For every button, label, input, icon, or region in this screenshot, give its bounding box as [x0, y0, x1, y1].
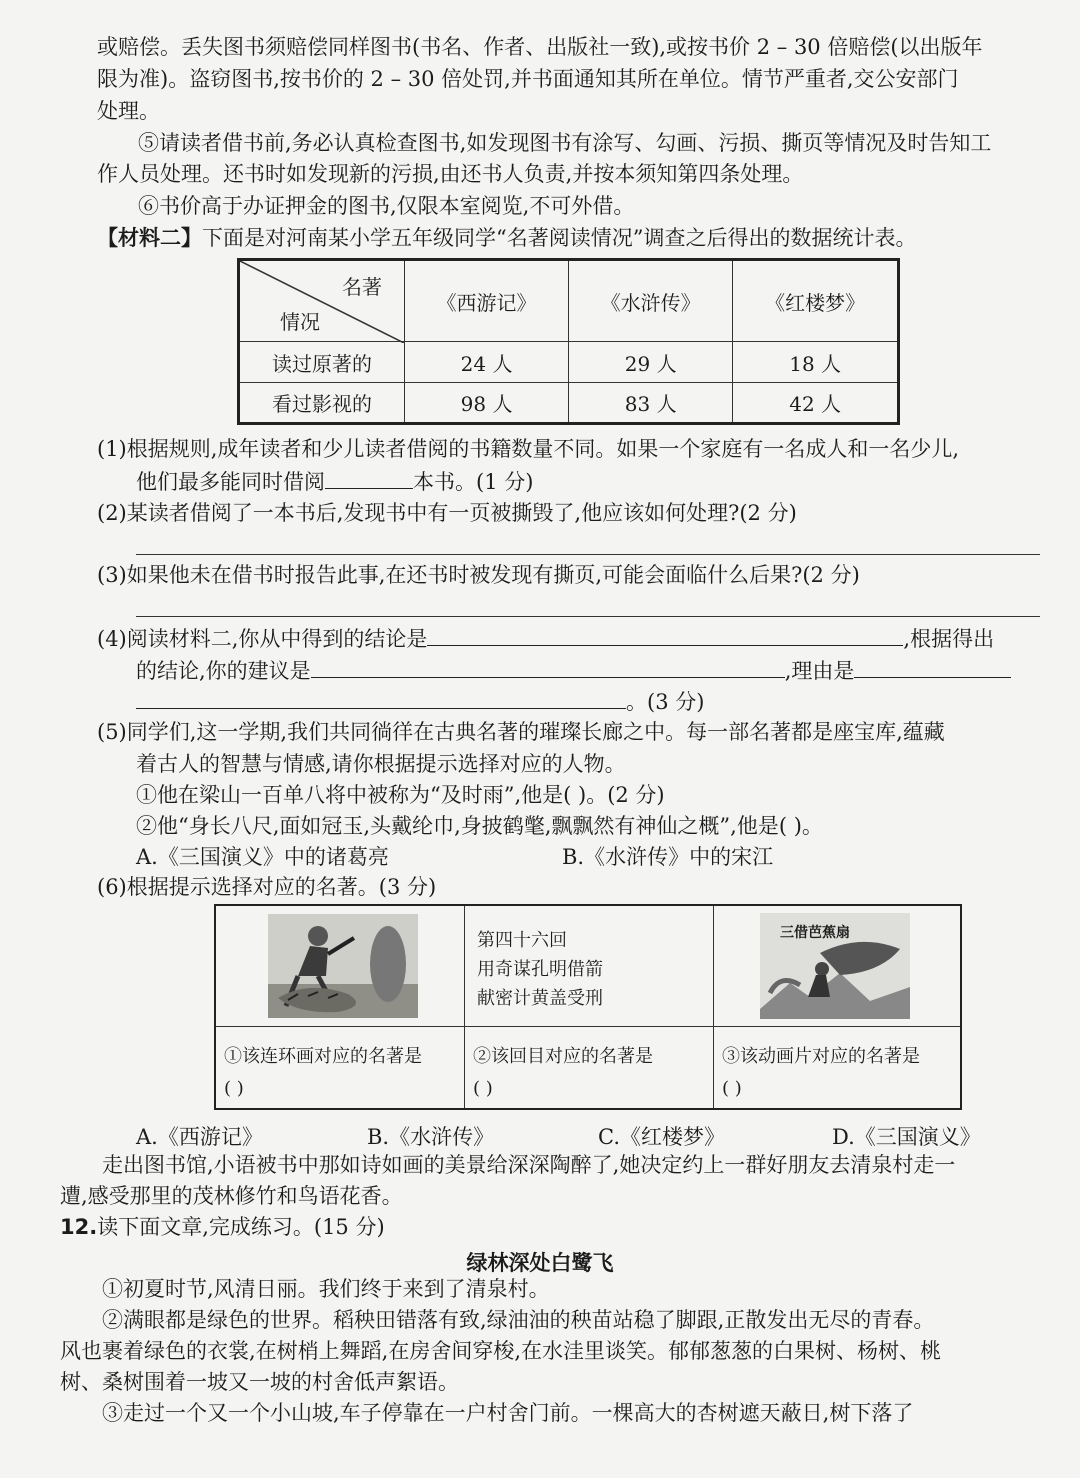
essay-title: 绿林深处白鹭飞	[466, 1251, 614, 1275]
diagonal-header-cell	[239, 260, 405, 342]
q4-prefix: (4)阅读材料二,你从中得到的结论是	[97, 627, 428, 651]
rule-item-5: ⑤请读者借书前,务必认真检查图书,如发现图书有涂写、勾画、污损、撕页等情况及时告知工	[138, 131, 992, 155]
q4-suffix: ,根据得出	[903, 627, 995, 651]
q6-option-b: B.《水浒传》	[367, 1125, 495, 1149]
essay-paragraph: ②满眼都是绿色的世界。稻秧田错落有致,绿油油的秧苗站稳了脚跟,正散发出无尽的青春。	[102, 1308, 935, 1332]
reading-survey-table	[237, 258, 900, 425]
answer-blank-q4-suggestion[interactable]	[311, 655, 785, 678]
table-row	[239, 342, 899, 383]
answer-blank-q4-conclusion[interactable]	[427, 623, 903, 646]
table-row	[239, 383, 899, 424]
answer-blank-q4-reason-cont[interactable]	[136, 686, 626, 709]
answer-prompt: ②该回目对应的名著是	[473, 1045, 653, 1067]
table-cell: 18 人	[733, 342, 899, 383]
answer-parentheses[interactable]: ( )	[473, 1077, 493, 1099]
header-top-label: 名著	[342, 275, 382, 299]
answer-parentheses[interactable]: ( )	[224, 1077, 244, 1099]
q4-reason-label: ,理由是	[784, 659, 855, 683]
answer-blank-q1[interactable]	[325, 466, 413, 489]
row-label: 读过原著的	[239, 342, 405, 383]
material-two-text: 下面是对河南某小学五年级同学“名著阅读情况”调查之后得出的数据统计表。	[202, 226, 917, 250]
column-header: 《水浒传》	[569, 260, 733, 342]
question-12	[60, 1212, 385, 1242]
q5-option-a: A.《三国演义》中的诸葛亮	[136, 845, 389, 869]
classic-match-table	[214, 904, 962, 1110]
answer-parentheses[interactable]: ( )	[722, 1077, 742, 1099]
question-5-continued: 着古人的智慧与情感,请你根据提示选择对应的人物。	[136, 752, 626, 776]
question-1-continued	[136, 466, 533, 497]
question-3: (3)如果他未在借书时报告此事,在还书时被发现有撕页,可能会面临什么后果?(2 分)	[97, 563, 860, 587]
q1-suffix: 本书。(1 分)	[413, 470, 534, 494]
q1-prefix: 他们最多能同时借阅	[136, 470, 325, 494]
q6-option-c: C.《红楼梦》	[598, 1125, 725, 1149]
question-4-continued	[136, 655, 1011, 686]
chapter-title	[477, 926, 603, 1013]
answer-prompt: ③该动画片对应的名著是	[722, 1045, 920, 1067]
answer-prompt: ①该连环画对应的名著是	[224, 1045, 422, 1067]
essay-paragraph: ①初夏时节,风清日丽。我们终于来到了清泉村。	[102, 1277, 550, 1301]
table-cell: 98 人	[405, 383, 569, 424]
table-cell: 83 人	[569, 383, 733, 424]
row-label: 看过影视的	[239, 383, 405, 424]
rule-text-line: 限为准)。盗窃图书,按书价的 2 – 30 倍处罚,并书面通知其所在单位。情节严重者,交公安部门	[97, 67, 959, 91]
essay-paragraph: 风也裹着绿色的衣裳,在树梢上舞蹈,在房舍间穿梭,在水洼里谈笑。郁郁葱葱的白果树、杨树、桃	[60, 1339, 942, 1363]
answer-line-q3[interactable]	[136, 616, 1040, 617]
question-6: (6)根据提示选择对应的名著。(3 分)	[97, 875, 437, 899]
transition-paragraph: 走出图书馆,小语被书中那如诗如画的美景给深深陶醉了,她决定约上一群好朋友去清泉村走一	[102, 1153, 956, 1177]
question-2: (2)某读者借阅了一本书后,发现书中有一页被撕毁了,他应该如何处理?(2 分)	[97, 501, 797, 525]
comic-image-cell	[215, 905, 465, 1026]
chapter-line: 用奇谋孔明借箭	[477, 959, 603, 980]
answer-line-q2[interactable]	[136, 554, 1040, 555]
question-1: (1)根据规则,成年读者和少儿读者借阅的书籍数量不同。如果一个家庭有一名成人和一名少儿,	[97, 437, 960, 461]
q6-option-a: A.《西游记》	[136, 1125, 263, 1149]
column-header: 《西游记》	[405, 260, 569, 342]
answer-cell	[714, 1026, 962, 1109]
question-number: 12.	[60, 1215, 98, 1239]
rule-text-line: 处理。	[97, 99, 160, 123]
answer-cell	[215, 1026, 465, 1109]
chapter-title-cell	[465, 905, 714, 1026]
table-cell: 42 人	[733, 383, 899, 424]
question-12-text: 读下面文章,完成练习。(15 分)	[97, 1215, 385, 1239]
transition-paragraph: 遭,感受那里的茂林修竹和鸟语花香。	[60, 1184, 403, 1208]
answer-blank-q4-reason[interactable]	[854, 655, 1011, 678]
rule-text-line: 或赔偿。丢失图书须赔偿同样图书(书名、作者、出版社一致),或按书价 2 – 30 倍赔偿(以出版年	[97, 35, 983, 59]
column-header: 《红楼梦》	[733, 260, 899, 342]
chapter-line: 献密计黄盖受刑	[477, 988, 603, 1009]
rule-text-line: 作人员处理。还书时如发现新的污损,由还书人负责,并按本须知第四条处理。	[97, 162, 804, 186]
question-4-end	[136, 686, 704, 717]
question-5-item-2: ②他“身长八尺,面如冠玉,头戴纶巾,身披鹤氅,飘飘然有神仙之概”,他是( )。	[136, 814, 823, 838]
q4-points: 。(3 分)	[626, 690, 705, 714]
material-two-label: 【材料二】	[97, 225, 202, 250]
q4-suggestion-label: 的结论,你的建议是	[136, 659, 311, 683]
table-cell: 29 人	[569, 342, 733, 383]
question-5-item-1: ①他在梁山一百单八将中被称为“及时雨”,他是( )。(2 分)	[136, 783, 665, 807]
essay-paragraph: ③走过一个又一个小山坡,车子停靠在一户村舍门前。一棵高大的杏树遮天蔽日,树下落了	[102, 1401, 914, 1425]
question-5: (5)同学们,这一学期,我们共同徜徉在古典名著的璀璨长廊之中。每一部名著都是座宝库,蕴藏	[97, 720, 945, 744]
cartoon-image-cell	[714, 905, 962, 1026]
rule-item-6: ⑥书价高于办证押金的图书,仅限本室阅览,不可外借。	[138, 194, 635, 218]
table-cell: 24 人	[405, 342, 569, 383]
q6-option-d: D.《三国演义》	[832, 1125, 981, 1149]
comic-illustration	[268, 914, 418, 1018]
chapter-line: 第四十六回	[477, 930, 567, 951]
q5-option-b: B.《水浒传》中的宋江	[562, 845, 774, 869]
essay-paragraph: 树、桑树围着一坡又一坡的村舍低声絮语。	[60, 1370, 459, 1394]
question-4	[97, 623, 994, 654]
material-two-line	[97, 223, 916, 253]
header-bottom-label: 情况	[280, 310, 320, 334]
answer-cell	[465, 1026, 714, 1109]
cartoon-caption: 三借芭蕉扇	[780, 925, 850, 941]
